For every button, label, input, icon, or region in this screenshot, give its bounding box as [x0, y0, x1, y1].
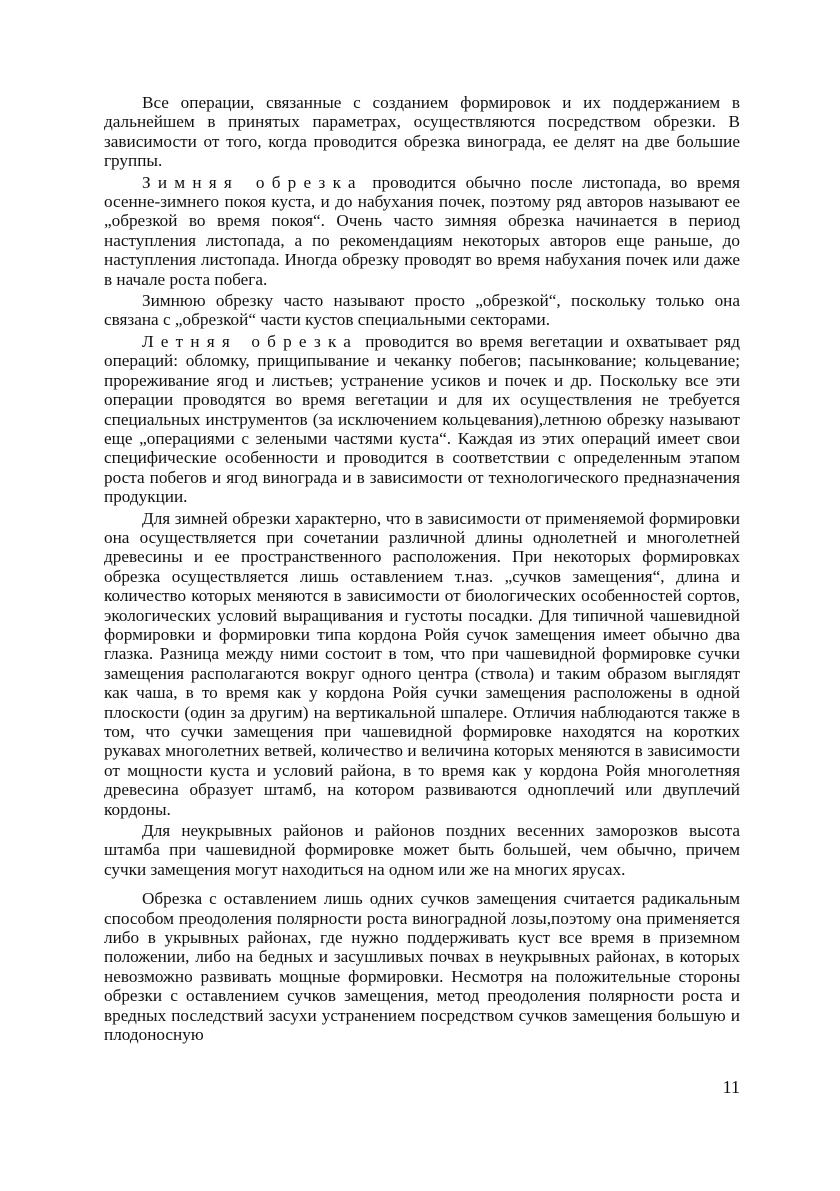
paragraph-2-text: проводится обычно после листопада, во время осенне-зимнего покоя куста, и до набухания почек, поэтому ряд авторов называют ее „обрезкой во время покоя“. Очень часто зимняя обрезка начинается в период наступления листопада, а по рекомендациям некоторых авторов еще раньше, до наступления листопада. Иногда обрезку проводят во время набухания почек или даже в начале роста побега.	[104, 172, 741, 289]
paragraph-1	[104, 93, 740, 171]
paragraph-5	[104, 509, 740, 820]
paragraph-3	[104, 291, 740, 330]
paragraph-7	[104, 889, 740, 1044]
paragraph-5-text: Для зимней обрезки характерно, что в зависимости от применяемой формировки она осуществляется при сочетании различной длины однолетней и многолетней древесины и ее пространственного расположения. При некоторых формировках обрезка осуществляется лишь оставлением т.наз. „сучков замещения“, длина и количество которых меняются в зависимости от биологических особенностей сортов, экологических условий выращивания и густоты посадки. Для типичной чашевидной формировки и формировки типа кордона Ройя сучок замещения имеет обычно два глазка. Разница между ними состоит в том, что при чашевидной формировке сучки замещения располагаются вокруг одного центра (ствола) и таким образом выглядят как чаша, в то время как у кордона Ройя сучки замещения расположены в одной плоскости (один за другим) на вертикальной шпалере. Отличия наблюдаются также в том, что сучки замещения при чашевидной формировке находятся на коротких рукавах многолетних ветвей, количество и величина которых меняются в зависимости от мощности куста и условий района, в то время как у кордона Ройя многолетняя древесина образует штамб, на котором развиваются одноплечий или двуплечий кордоны.	[104, 508, 740, 819]
paragraph-6	[104, 821, 740, 879]
paragraph-2	[104, 173, 740, 289]
paragraph-1-text: Все операции, связанные с созданием формировок и их поддержанием в дальнейшем в принятых параметрах, осуществляются посредством обрезки. В зависимости от того, когда проводится обрезка винограда, ее делят на две большие группы.	[104, 93, 740, 171]
body-text	[104, 93, 740, 1045]
term-winter-pruning: Зимняя обрезка	[142, 172, 363, 192]
paragraph-7-text: Обрезка с оставлением лишь одних сучков замещения считается радикальным способом преодоления полярности роста виноградной лозы,поэтому она применяется либо в укрывных районах, где нужно поддерживать куст все время в приземном положении, либо на бедных и засушливых почвах в неукрывных районах, в которых невозможно развивать мощные формировки. Несмотря на положительные стороны обрезки с оставлением сучков замещения, метод преодоления полярности роста и вредных последствий засухи устранением посредством сучков замещения большую и плодоносную	[104, 889, 740, 1045]
paragraph-6-text: Для неукрывных районов и районов поздних весенних заморозков высота штамба при чашевидной формировке может быть большей, чем обычно, причем сучки замещения могут находиться на одном или же на многих ярусах.	[104, 821, 740, 879]
paragraph-4	[104, 332, 740, 507]
term-summer-pruning: Летняя обрезка	[142, 331, 359, 351]
page-number: 11	[722, 1077, 740, 1097]
paragraph-4-text: проводится во время вегетации и охватывает ряд операций: обломку, прищипывание и чеканку побегов; пасынкование; кольцевание; прореживание ягод и листьев; устранение усиков и почек и др. Поскольку все эти операции проводятся во время вегетации и для их осуществления не требуется специальных инструментов (за исключением кольцевания),летнюю обрезку называют еще „операциями с зелеными частями куста“. Каждая из этих операций имеет свои специфические особенности и проводится в соответствии с определенным этапом роста побегов и ягод винограда и в зависимости от технологического предназначения продукции.	[104, 331, 741, 507]
paragraph-3-text: Зимнюю обрезку часто называют просто „обрезкой“, поскольку только она связана с „обрезкой“ части кустов специальными секторами.	[104, 291, 740, 330]
